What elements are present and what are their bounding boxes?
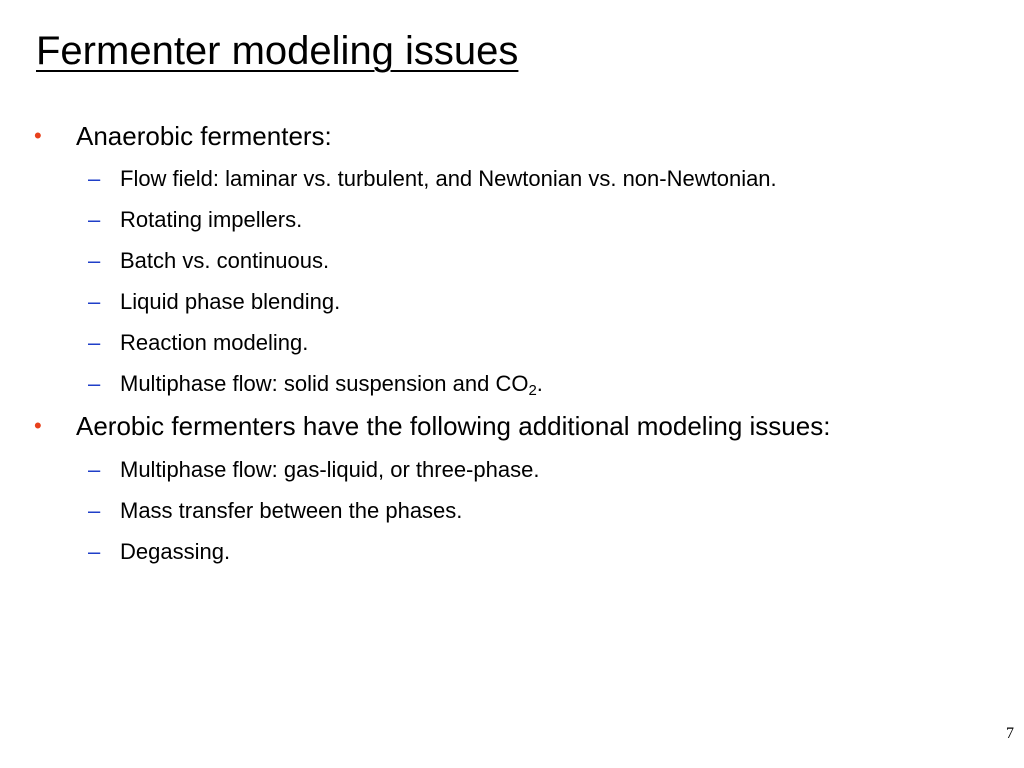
subitem-degassing: Degassing.: [120, 539, 231, 564]
formula-subscript: 2: [528, 382, 537, 400]
subitem-flow-field: Flow field: laminar vs. turbulent, and Newtonian vs. non-Newtonian.: [120, 166, 777, 191]
dash-marker: –: [88, 498, 101, 523]
page-number: 7: [1006, 725, 1014, 742]
bullet-anaerobic: Anaerobic fermenters:: [76, 121, 332, 151]
bullet-aerobic: Aerobic fermenters have the following additional modeling issues:: [76, 411, 831, 441]
dash-marker: –: [88, 371, 101, 396]
subitem-reaction-modeling: Reaction modeling.: [120, 330, 309, 355]
subitem-multiphase-solid: [120, 370, 543, 398]
subitem-batch-continuous: Batch vs. continuous.: [120, 248, 330, 273]
dash-marker: –: [88, 248, 101, 273]
formula-suffix: .: [536, 371, 543, 396]
bullet-marker: •: [34, 123, 42, 148]
subitem-multiphase-gas: Multiphase flow: gas-liquid, or three-phase.: [120, 457, 540, 482]
dash-marker: –: [88, 207, 101, 232]
dash-marker: –: [88, 166, 101, 191]
dash-marker: –: [88, 539, 101, 564]
dash-marker: –: [88, 457, 101, 482]
slide-title: Fermenter modeling issues: [36, 29, 519, 73]
subitem-mass-transfer: Mass transfer between the phases.: [120, 498, 463, 523]
formula-prefix: Multiphase flow: solid suspension and CO: [120, 371, 529, 396]
bullet-marker: •: [34, 413, 42, 438]
dash-marker: –: [88, 289, 101, 314]
subitem-rotating-impellers: Rotating impellers.: [120, 207, 303, 232]
dash-marker: –: [88, 330, 101, 355]
subitem-liquid-blending: Liquid phase blending.: [120, 289, 341, 314]
